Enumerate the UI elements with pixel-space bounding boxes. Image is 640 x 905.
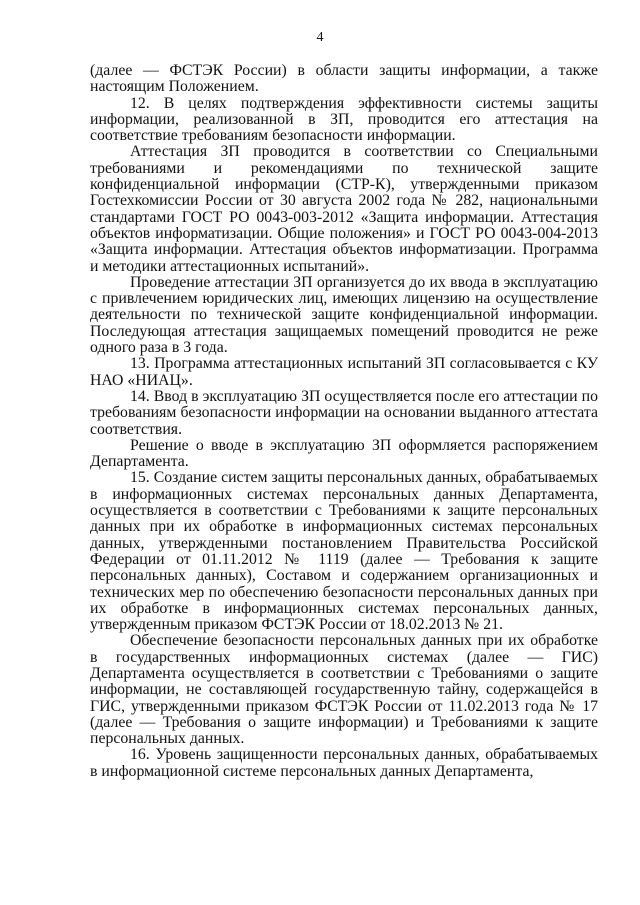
paragraph: 12. В целях подтверждения эффективности системы защиты информации, реализованной в ЗП, проводится его аттестация на соответствие требованиям безопасности информации. xyxy=(90,94,598,145)
paragraph: Решение о вводе в эксплуатацию ЗП оформляется распоряжением Департамента. xyxy=(90,436,598,471)
paragraph: 15. Создание систем защиты персональных данных, обрабатываемых в информационных системах персональных данных Департамента, осуществляется в соответствии с Требованиями к защите персональных данных при их обработке в информационных системах персональных данных, утвержденными постановлением Правительства Российской Федерации от 01.11.2012 № 1119 (далее — Требования к защите персональных данных), Составом и содержанием организационных и технических мер по обеспечению безопасности персональных данных при их обработке в информационных системах персональных данных, утвержденным приказом ФСТЭК России от 18.02.2013 № 21. xyxy=(90,469,598,634)
paragraph: 16. Уровень защищенности персональных данных, обрабатываемых в информационной системе персональных данных Департамента, xyxy=(90,746,598,780)
paragraph: Проведение аттестации ЗП организуется до их ввода в эксплуатацию с привлечением юридических лиц, имеющих лицензию на осуществление деятельности по технической защите конфиденциальной информации. Последующая аттестация защищаемых помещений проводится не реже одного раза в 3 года. xyxy=(90,273,598,357)
page-number: 4 xyxy=(316,30,324,45)
document-body xyxy=(90,63,598,780)
paragraph: 13. Программа аттестационных испытаний ЗП согласовывается с КУ НАО «НИАЦ». xyxy=(90,355,598,389)
paragraph: 14. Ввод в эксплуатацию ЗП осуществляется после его аттестации по требованиям безопасности информации на основании выданного аттестата соответствия. xyxy=(90,387,598,438)
paragraph: Обеспечение безопасности персональных данных при их обработке в государственных информационных системах (далее — ГИС) Департамента осуществляется в соответствии с Требованиями о защите информации, не составляющей государственную тайну, содержащейся в ГИС, утвержденными приказом ФСТЭК России от 11.02.2013 года № 17 (далее — Требования о защите информации) и Требованиями к защите персональных данных. xyxy=(90,632,598,748)
paragraph: Аттестация ЗП проводится в соответствии со Специальными требованиями и рекомендациями по технической защите конфиденциальной информации (СТР-К), утвержденными приказом Гостехкомиссии России от 30 августа 2002 года № 282, национальными стандартами ГОСТ РО 0043-003-2012 «Защита информации. Аттестация объектов информатизации. Общие положения» и ГОСТ РО 0043-004-2013 «Защита информации. Аттестация объектов информатизации. Программа и методики аттестационных испытаний». xyxy=(90,143,598,275)
paragraph: (далее — ФСТЭК России) в области защиты информации, а также настоящим Положением. xyxy=(90,62,598,96)
